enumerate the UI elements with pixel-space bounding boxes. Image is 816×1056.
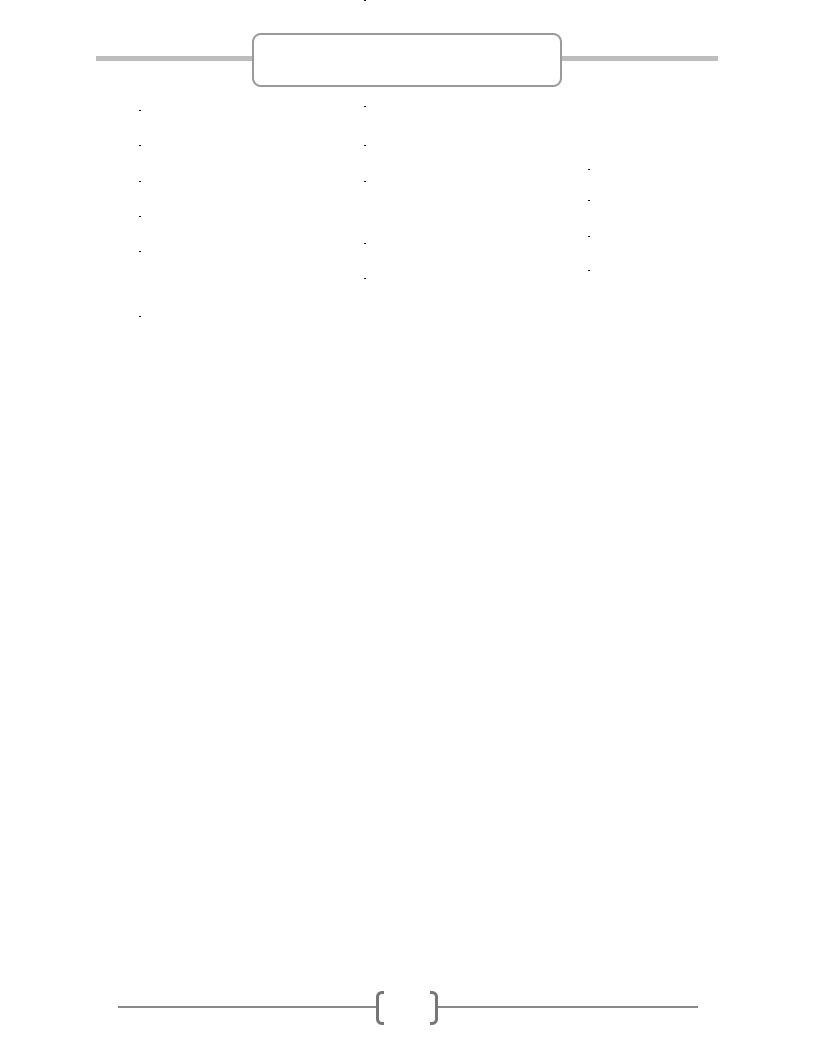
- answer-item: [339, 268, 366, 288]
- denominator: [139, 145, 141, 147]
- left-brace-icon: [376, 991, 384, 1025]
- answer-item: [563, 131, 589, 151]
- fraction: [364, 144, 366, 147]
- denominator: [364, 181, 366, 183]
- answer-item: [339, 300, 365, 320]
- denominator: [588, 200, 590, 202]
- fraction: [364, 180, 366, 183]
- answer-item: [563, 260, 590, 280]
- answer-item: [339, 202, 365, 222]
- denominator: [364, 0, 366, 2]
- denominator: [139, 181, 141, 183]
- answer-item: [114, 100, 141, 120]
- denominator: [139, 110, 141, 112]
- fraction: [364, 277, 366, 280]
- answer-item: [339, 135, 366, 155]
- fraction: [364, 242, 366, 245]
- answer-item: [563, 159, 590, 179]
- denominator: [364, 145, 366, 147]
- answer-item: [114, 306, 141, 326]
- answer-item: [563, 100, 589, 120]
- answer-item: [339, 0, 366, 10]
- footer-rule-right: [438, 1006, 698, 1008]
- fraction: [588, 168, 590, 171]
- denominator: [364, 278, 366, 280]
- answer-item: [339, 171, 366, 191]
- denominator: [364, 243, 366, 245]
- page-title: [252, 33, 562, 87]
- denominator: [139, 216, 141, 218]
- fraction: [588, 199, 590, 202]
- denominator: [588, 169, 590, 171]
- denominator: [139, 316, 141, 318]
- fraction: [139, 315, 141, 318]
- answer-item: [563, 226, 590, 246]
- right-brace-icon: [430, 991, 438, 1025]
- answer-item: [339, 96, 366, 116]
- denominator: [364, 106, 366, 108]
- denominator: [139, 251, 141, 253]
- answer-item: [114, 273, 140, 293]
- fraction: [139, 180, 141, 183]
- denominator: [588, 270, 590, 272]
- fraction: [139, 109, 141, 112]
- footer-rule-left: [118, 1006, 376, 1008]
- header-rule-right: [556, 56, 718, 61]
- answer-item: [114, 171, 141, 191]
- answer-item: [114, 241, 141, 261]
- fraction: [139, 215, 141, 218]
- fraction: [364, 0, 366, 2]
- answer-item: [563, 190, 590, 210]
- denominator: [588, 236, 590, 238]
- header-rule-left: [96, 56, 256, 61]
- fraction: [139, 250, 141, 253]
- fraction: [588, 269, 590, 272]
- fraction: [364, 105, 366, 108]
- answer-item: [339, 233, 366, 253]
- fraction: [139, 144, 141, 147]
- answer-item: [114, 206, 141, 226]
- fraction: [588, 235, 590, 238]
- answer-item: [114, 135, 141, 155]
